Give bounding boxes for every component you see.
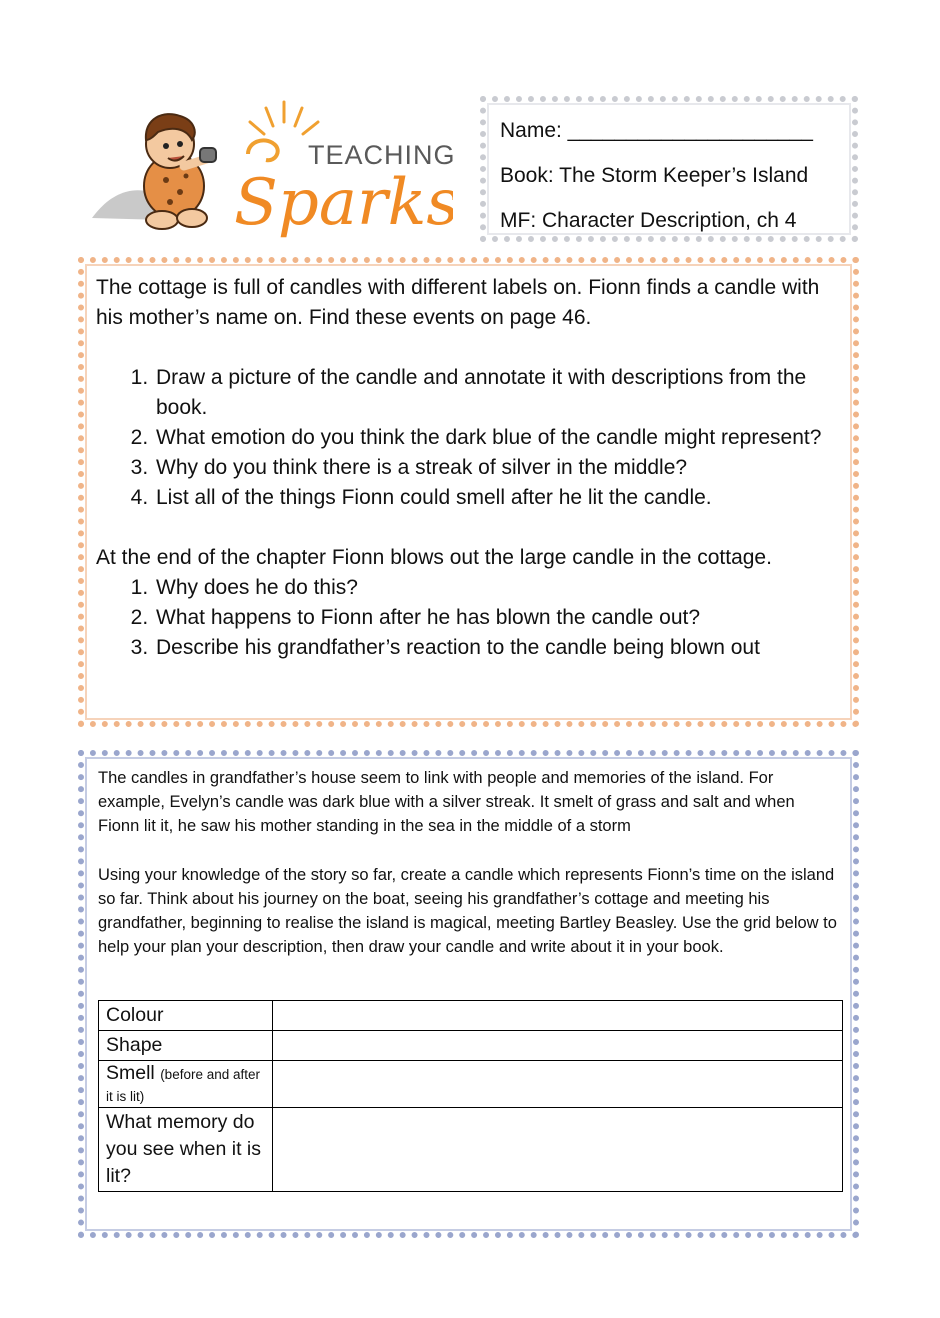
grid-label-smell — [99, 1061, 273, 1108]
task-two-paragraph-two: Using your knowledge of the story so far, create a candle which represents Fionn’s time on the island so far. Think about his journey on the boat, seeing his grandfather’s cottage and meeting his grandfather, beginning to realise the island is magical, meeting Bartley Beasley. Use the grid below to help your plan your description, then draw your candle and write about it in your book. — [98, 865, 837, 957]
table-row — [99, 1001, 843, 1031]
grid-cell-colour[interactable] — [273, 1001, 843, 1031]
task-two-paragraph-one: The candles in grandfather’s house seem to link with people and memories of the island. For example, Evelyn’s candle was dark blue with a silver streak. It smelt of grass and salt and when Fionn lit it, he saw his mother standing in the sea in the middle of a storm — [98, 769, 795, 836]
task-one-intro: The cottage is full of candles with different labels on. Fionn finds a candle with his mother’s name on. Find these events on page 46. — [96, 276, 820, 329]
question-item: 2. What happens to Fionn after he has blown the candle out? — [154, 603, 839, 633]
smell-note: (before and after it is lit) — [106, 1067, 261, 1104]
student-info-box — [480, 96, 858, 242]
logo-word-teaching: TEACHING — [308, 140, 453, 170]
teaching-sparks-logo — [88, 96, 453, 246]
grid-cell-smell[interactable] — [273, 1061, 843, 1108]
task-one-questions — [96, 363, 839, 513]
table-row — [99, 1108, 843, 1192]
grid-cell-memory[interactable] — [273, 1108, 843, 1192]
task-one-intro-two: At the end of the chapter Fionn blows out the large candle in the cottage. — [96, 546, 772, 569]
question-item: 3. Describe his grandfather’s reaction to the candle being blown out — [154, 633, 839, 663]
task-focus: MF: Character Description, ch 4 — [500, 209, 797, 232]
book-title: Book: The Storm Keeper’s Island — [500, 164, 809, 187]
grid-cell-shape[interactable] — [273, 1031, 843, 1061]
grid-label-shape: Shape — [99, 1031, 273, 1061]
smell-label: Smell — [106, 1062, 155, 1084]
task-one-box — [78, 257, 859, 727]
planning-grid — [98, 1000, 843, 1192]
question-item: 4. List all of the things Fionn could smell after he lit the candle. — [154, 483, 839, 513]
table-row — [99, 1031, 843, 1061]
name-field[interactable]: Name: _____________________ — [500, 119, 813, 142]
logo-word-sparks: Sparks — [234, 166, 453, 240]
table-row — [99, 1061, 843, 1108]
caveman-mascot-icon — [88, 96, 453, 246]
question-item: 1. Why does he do this? — [154, 573, 839, 603]
question-item: 1. Draw a picture of the candle and annotate it with descriptions from the book. — [154, 363, 839, 423]
task-one-questions-two — [96, 573, 839, 663]
question-item: 3. Why do you think there is a streak of silver in the middle? — [154, 453, 839, 483]
grid-label-colour: Colour — [99, 1001, 273, 1031]
grid-label-memory: What memory do you see when it is lit? — [99, 1108, 273, 1192]
question-item: 2. What emotion do you think the dark blue of the candle might represent? — [154, 423, 839, 453]
task-two-box — [78, 750, 859, 1238]
